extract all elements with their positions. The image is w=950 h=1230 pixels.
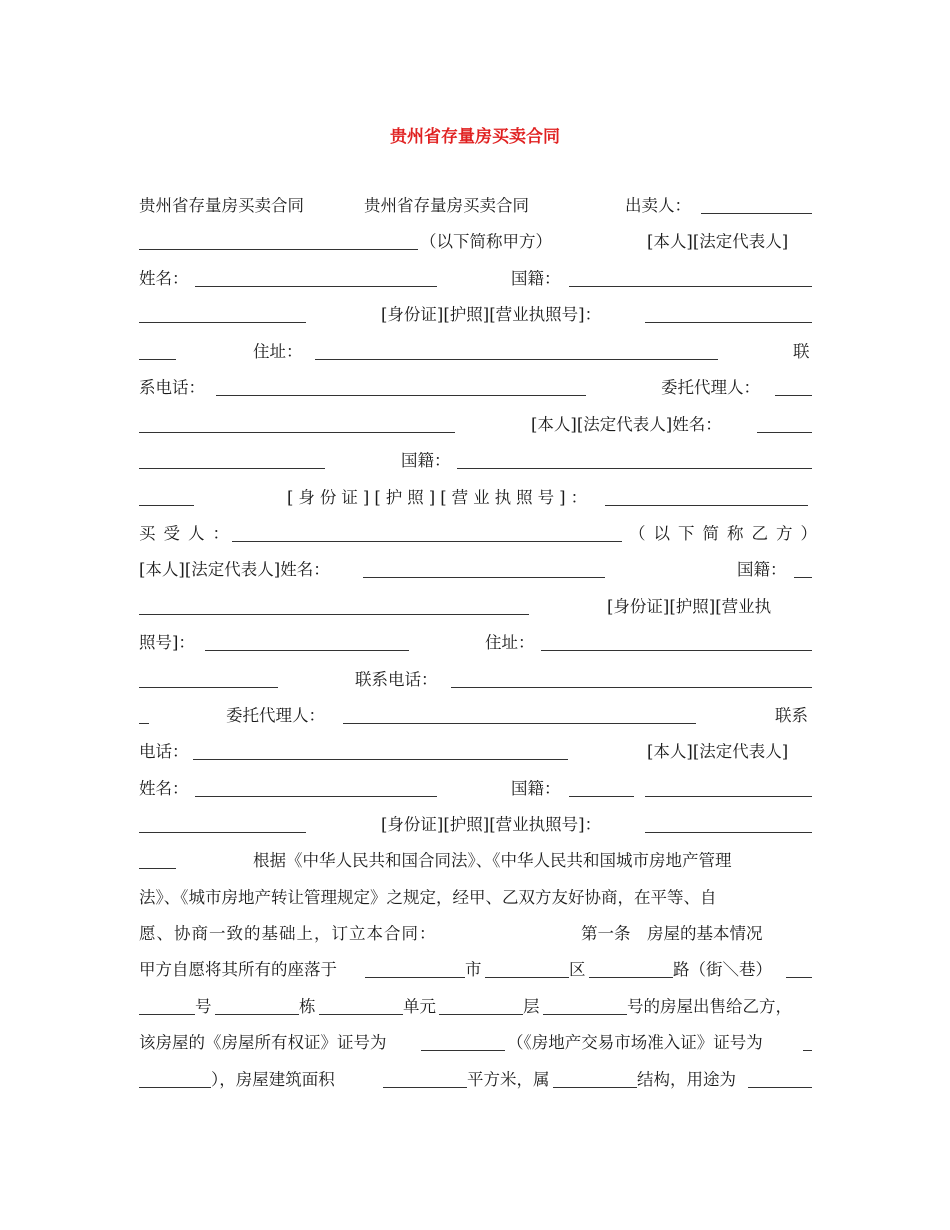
fill-blank[interactable] <box>139 322 306 323</box>
fill-blank[interactable] <box>645 832 812 833</box>
text-seg: 区 <box>569 960 586 979</box>
text-seg: 甲方自愿将其所有的座落于 <box>139 960 337 979</box>
fill-blank[interactable] <box>139 723 149 724</box>
fill-blank[interactable] <box>541 650 812 651</box>
text-line <box>139 739 812 765</box>
fill-blank[interactable] <box>775 395 812 396</box>
text-seg: 姓名： <box>139 269 189 288</box>
text-seg: 结构，用途为 <box>637 1070 736 1089</box>
fill-blank[interactable] <box>605 505 808 506</box>
text-seg: 出卖人： <box>625 196 691 215</box>
text-line <box>139 412 812 438</box>
fill-blank[interactable] <box>139 1014 195 1015</box>
text-seg: 贵州省存量房买卖合同 <box>139 196 304 215</box>
document-title: 贵州省存量房买卖合同 <box>390 127 560 147</box>
text-seg: [身份证][护照][营业执 <box>607 597 772 616</box>
text-seg: [本人][法定代表人] <box>647 742 789 761</box>
fill-blank[interactable] <box>383 1087 467 1088</box>
text-seg: 电话： <box>139 742 189 761</box>
fill-blank[interactable] <box>205 650 409 651</box>
text-seg: 联系 <box>775 706 808 725</box>
fill-blank[interactable] <box>748 1087 812 1088</box>
text-line <box>139 266 812 292</box>
fill-blank[interactable] <box>139 868 176 869</box>
text-line <box>139 994 812 1020</box>
text-seg: 委托代理人： <box>661 378 760 397</box>
text-seg: 联 <box>793 342 810 361</box>
fill-blank[interactable] <box>589 977 673 978</box>
text-line <box>139 594 812 620</box>
text-seg: [身份证][护照][营业执照号]： <box>381 815 602 834</box>
text-line <box>139 630 812 656</box>
fill-blank[interactable] <box>439 1014 523 1015</box>
text-line <box>139 1067 812 1093</box>
text-seg: 国籍： <box>511 779 561 798</box>
text-seg: 姓名： <box>139 779 189 798</box>
text-seg: 法》、《城市房地产转让管理规定》之规定，经甲、乙双方友好协商，在平等、自 <box>139 888 717 907</box>
text-line <box>139 703 812 729</box>
text-seg: 住址： <box>253 342 303 361</box>
fill-blank[interactable] <box>451 687 812 688</box>
fill-blank[interactable] <box>803 1050 812 1051</box>
text-seg: 平方米，属 <box>467 1070 550 1089</box>
text-line <box>139 812 812 838</box>
text-seg: 国籍： <box>737 560 787 579</box>
text-line <box>139 1030 812 1056</box>
text-seg: 国籍： <box>401 451 451 470</box>
fill-blank[interactable] <box>139 505 194 506</box>
text-line <box>139 957 812 983</box>
text-seg: 照号]： <box>139 633 195 652</box>
fill-blank[interactable] <box>139 832 306 833</box>
text-seg: （《房地产交易市场准入证》证号为 <box>507 1033 763 1052</box>
fill-blank[interactable] <box>315 359 718 360</box>
fill-blank[interactable] <box>786 977 812 978</box>
fill-blank[interactable] <box>215 1014 299 1015</box>
text-seg: [身份证][护照][营业执照号]： <box>287 488 593 507</box>
fill-blank[interactable] <box>139 249 418 250</box>
text-line <box>139 921 812 947</box>
text-seg: 系电话： <box>139 378 205 397</box>
text-seg: （以下简称乙方） <box>629 524 825 543</box>
fill-blank[interactable] <box>543 1014 627 1015</box>
text-line <box>139 448 812 474</box>
fill-blank[interactable] <box>553 1087 637 1088</box>
fill-blank[interactable] <box>421 1050 505 1051</box>
fill-blank[interactable] <box>195 796 437 797</box>
fill-blank[interactable] <box>569 796 634 797</box>
text-seg: 号 <box>195 997 212 1016</box>
fill-blank[interactable] <box>193 759 568 760</box>
text-line <box>139 885 812 911</box>
text-seg: 买受人： <box>139 524 237 543</box>
text-seg: （以下简称甲方） <box>420 232 552 251</box>
text-seg: 国籍： <box>511 269 561 288</box>
text-seg: 市 <box>465 960 482 979</box>
text-line <box>139 302 812 328</box>
fill-blank[interactable] <box>569 286 812 287</box>
fill-blank[interactable] <box>139 614 529 615</box>
text-seg: 路（街＼巷） <box>673 960 772 979</box>
fill-blank[interactable] <box>343 723 696 724</box>
fill-blank[interactable] <box>485 977 569 978</box>
fill-blank[interactable] <box>757 432 812 433</box>
text-line <box>139 521 825 547</box>
fill-blank[interactable] <box>319 1014 403 1015</box>
fill-blank[interactable] <box>195 286 437 287</box>
text-seg: 层 <box>523 997 540 1016</box>
text-seg: ），房屋建筑面积 <box>211 1070 335 1089</box>
text-seg: 根据《中华人民共和国合同法》、《中华人民共和国城市房地产管理 <box>253 851 732 870</box>
text-seg: 该房屋的《房屋所有权证》证号为 <box>139 1033 387 1052</box>
text-seg: 号的房屋出售给乙方， <box>627 997 792 1016</box>
text-seg: 委托代理人： <box>226 706 325 725</box>
text-line <box>139 193 812 219</box>
text-seg: [本人][法定代表人]姓名： <box>139 560 330 579</box>
fill-blank[interactable] <box>139 359 176 360</box>
fill-blank[interactable] <box>139 432 455 433</box>
fill-blank[interactable] <box>232 541 622 542</box>
text-line <box>139 667 812 693</box>
fill-blank[interactable] <box>139 687 278 688</box>
text-line <box>139 375 812 401</box>
fill-blank[interactable] <box>645 796 812 797</box>
fill-blank[interactable] <box>139 468 325 469</box>
text-line <box>139 557 812 583</box>
fill-blank[interactable] <box>457 468 812 469</box>
text-seg: 栋 <box>299 997 316 1016</box>
text-seg: 愿、协商一致的基础上，订立本合同： <box>139 924 437 943</box>
text-line <box>139 848 812 874</box>
fill-blank[interactable] <box>363 577 605 578</box>
text-seg: 贵州省存量房买卖合同 <box>364 196 529 215</box>
text-seg: [本人][法定代表人]姓名： <box>531 415 722 434</box>
text-line <box>139 776 812 802</box>
text-line <box>139 229 812 255</box>
text-line <box>139 485 812 511</box>
text-seg: [身份证][护照][营业执照号]： <box>381 305 602 324</box>
text-seg: 单元 <box>403 997 436 1016</box>
text-seg: 第一条 房屋的基本情况 <box>581 924 763 943</box>
text-line <box>139 339 812 365</box>
fill-blank[interactable] <box>701 213 812 214</box>
text-seg: 住址： <box>485 633 535 652</box>
text-seg: [本人][法定代表人] <box>647 232 789 251</box>
text-seg: 联系电话： <box>355 670 438 689</box>
fill-blank[interactable] <box>794 577 812 578</box>
fill-blank[interactable] <box>216 395 586 396</box>
fill-blank[interactable] <box>645 322 812 323</box>
fill-blank[interactable] <box>139 1087 211 1088</box>
fill-blank[interactable] <box>365 977 465 978</box>
